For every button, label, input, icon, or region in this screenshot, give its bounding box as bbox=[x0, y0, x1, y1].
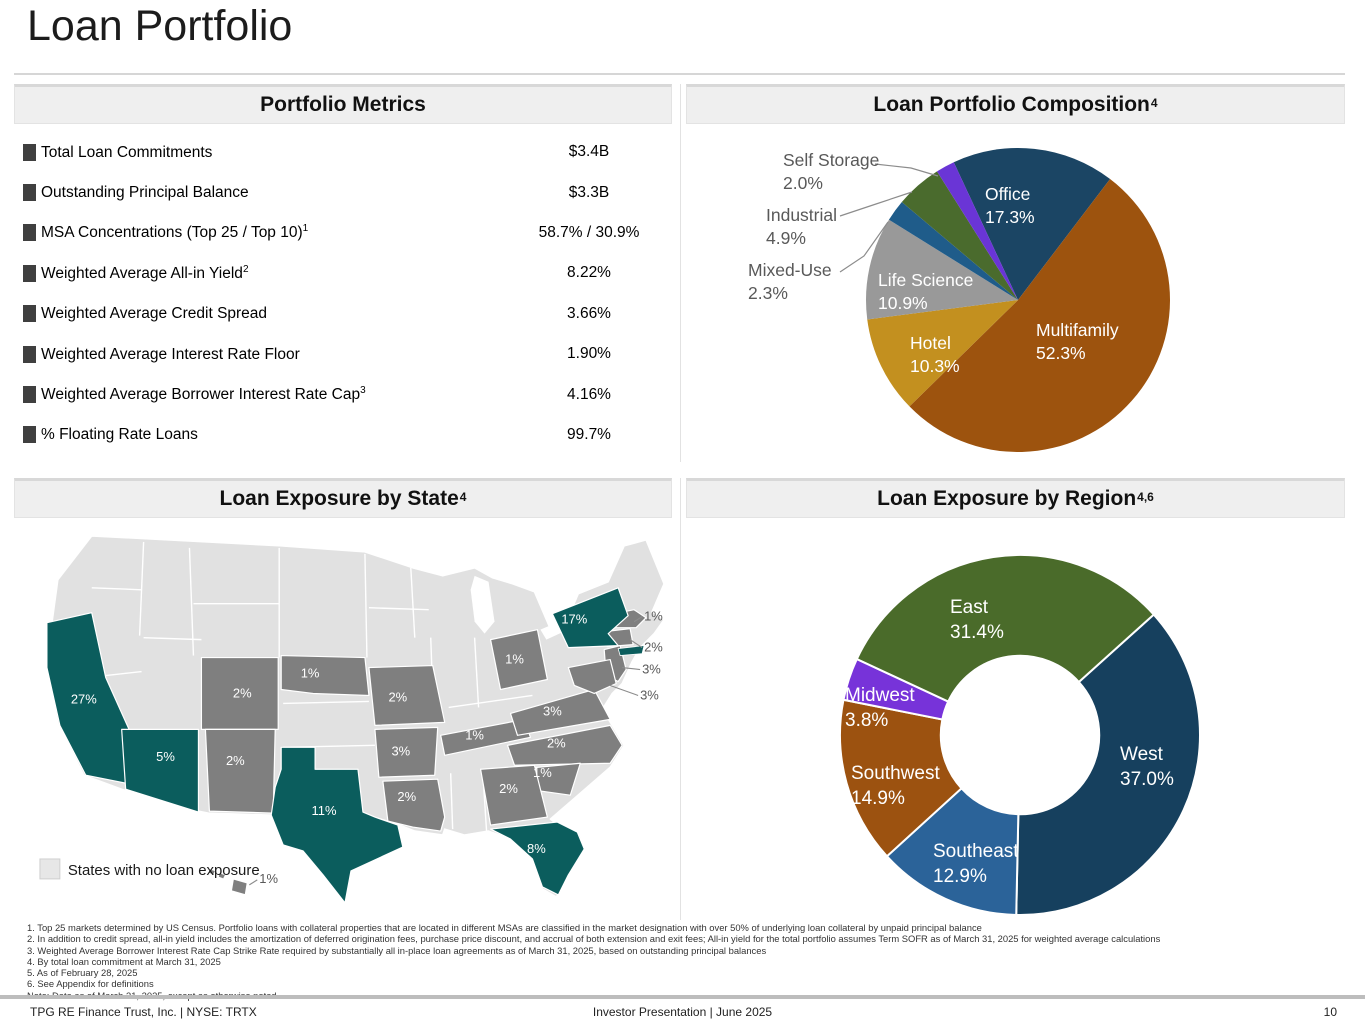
state-pct-tennessee: 1% bbox=[465, 727, 484, 743]
footer-company: TPG RE Finance Trust, Inc. | NYSE: TRTX bbox=[30, 1005, 257, 1019]
composition-title: Loan Portfolio Composition bbox=[873, 93, 1150, 116]
footnote: 1. Top 25 markets determined by US Census. Portfolio loans with collateral properties that are located in different MSAs are classified in the market designation with over 50% of underlying loan collateral by unpaid principal balance bbox=[27, 922, 982, 933]
bullet-icon bbox=[23, 144, 36, 161]
composition-header: Loan Portfolio Composition 4 bbox=[686, 84, 1345, 124]
region-exposure-header: Loan Exposure by Region 4,6 bbox=[686, 478, 1345, 518]
state-exposure-panel bbox=[14, 478, 672, 920]
state-pct-texas: 11% bbox=[311, 803, 337, 819]
slice-label-west: West bbox=[1120, 744, 1163, 765]
metric-label: MSA Concentrations (Top 25 / Top 10) bbox=[41, 224, 303, 242]
table-row bbox=[14, 132, 672, 172]
metric-value: 4.16% bbox=[567, 385, 611, 403]
bullet-icon bbox=[23, 224, 36, 241]
table-row: Weighted Average Borrower Interest Rate Cap$^3$ 4.16% bbox=[14, 374, 672, 414]
slice-value-mixed-use: 2.3% bbox=[748, 283, 788, 304]
table-row bbox=[14, 334, 672, 374]
title-divider bbox=[14, 73, 1345, 75]
metric-value: $3.3B bbox=[568, 183, 610, 201]
state-pct-north-carolina: 2% bbox=[546, 735, 566, 751]
state-nebraska bbox=[281, 656, 369, 696]
metrics-table bbox=[14, 124, 672, 455]
table-row bbox=[14, 172, 672, 212]
metric-label: Outstanding Principal Balance bbox=[41, 184, 249, 202]
page-number: 10 bbox=[1323, 1005, 1337, 1019]
bullet-icon bbox=[23, 426, 36, 443]
metric-value: 1.90% bbox=[567, 345, 611, 363]
state-pct-virginia: 3% bbox=[542, 703, 562, 719]
footnotes bbox=[27, 922, 1357, 1001]
slice-label-mixed-use: Mixed-Use bbox=[748, 260, 832, 280]
table-row: Weighted Average All-in Yield$^2$ 8.22% bbox=[14, 253, 672, 293]
metric-label: % Floating Rate Loans bbox=[41, 426, 198, 444]
portfolio-metrics-header bbox=[14, 84, 672, 124]
slice-label-southeast: Southeast bbox=[933, 841, 1019, 862]
slice-label-southwest: Southwest bbox=[851, 763, 940, 784]
state-exposure-title: Loan Exposure by State bbox=[219, 487, 459, 510]
metric-value: 99.7% bbox=[567, 425, 611, 443]
state-pct-louisiana: 2% bbox=[397, 789, 417, 805]
composition-pie-chart bbox=[686, 124, 1345, 462]
state-pct-hawaii: 1% bbox=[259, 870, 278, 886]
footnote: 6. See Appendix for definitions bbox=[27, 978, 154, 990]
metric-label: Weighted Average Borrower Interest Rate Cap bbox=[41, 386, 361, 404]
table-row bbox=[14, 415, 672, 455]
slice-value-southeast: 12.9% bbox=[933, 866, 987, 888]
state-pct-massachusetts: 1% bbox=[644, 608, 663, 624]
metric-value: 3.66% bbox=[567, 304, 611, 322]
state-pct-arkansas: 3% bbox=[391, 743, 411, 759]
slice-label-office: Office bbox=[985, 184, 1031, 204]
legend-label: States with no loan exposure bbox=[67, 861, 260, 879]
footnote: 5. As of February 28, 2025 bbox=[27, 967, 138, 979]
state-pct-connecticut: 2% bbox=[644, 639, 663, 655]
slice-label-self-storage: Self Storage bbox=[783, 150, 880, 170]
slice-label-industrial: Industrial bbox=[766, 205, 838, 225]
slice-value-office: 17.3% bbox=[985, 207, 1035, 228]
state-arizona bbox=[122, 729, 199, 812]
slice-label-life-science: Life Science bbox=[878, 270, 974, 290]
leader-line-self-storage bbox=[875, 164, 938, 176]
metric-label: Weighted Average Interest Rate Floor bbox=[41, 345, 300, 363]
state-pct-california: 27% bbox=[70, 691, 97, 707]
state-pct-nebraska: 1% bbox=[300, 665, 320, 681]
state-pct-new-mexico: 2% bbox=[225, 753, 245, 769]
state-pct-ohio: 1% bbox=[505, 651, 524, 667]
state-pct-south-carolina: 1% bbox=[533, 765, 552, 781]
footer bbox=[0, 999, 1365, 1024]
table-row bbox=[14, 294, 672, 334]
bullet-icon bbox=[23, 184, 36, 201]
portfolio-metrics-title: Portfolio Metrics bbox=[260, 93, 426, 116]
slice-value-midwest: 3.8% bbox=[845, 710, 889, 732]
slice-value-east: 31.4% bbox=[950, 622, 1004, 644]
state-pct-maryland: 3% bbox=[640, 687, 659, 703]
slice-label-hotel: Hotel bbox=[910, 333, 951, 353]
legend-swatch bbox=[40, 859, 60, 879]
state-pct-arizona: 5% bbox=[156, 749, 175, 765]
metric-label: Total Loan Commitments bbox=[41, 143, 213, 161]
state-pct-new-york: 17% bbox=[561, 611, 588, 627]
composition-panel bbox=[686, 84, 1345, 462]
footnote: 3. Weighted Average Borrower Interest Rate Cap Strike Rate required by substantially all in-place loan agreements as of March 31, 2025, based on outstanding principal balances bbox=[27, 944, 767, 956]
state-pct-colorado: 2% bbox=[232, 685, 252, 701]
callout-line-hawaii bbox=[249, 880, 257, 885]
slice-label-multifamily: Multifamily bbox=[1036, 320, 1119, 340]
bullet-icon bbox=[23, 305, 36, 322]
footnote: 4. By total loan commitment at March 31, 2025 bbox=[27, 955, 221, 967]
slice-value-self-storage: 2.0% bbox=[783, 173, 823, 194]
state-pct-florida: 8% bbox=[527, 840, 546, 856]
state-new-mexico bbox=[205, 729, 275, 813]
page-title: Loan Portfolio bbox=[27, 2, 293, 50]
us-map bbox=[14, 518, 672, 920]
metric-label: Weighted Average Credit Spread bbox=[41, 305, 268, 323]
state-florida bbox=[491, 822, 585, 895]
slice-value-southwest: 14.9% bbox=[851, 788, 905, 810]
state-pct-new-jersey: 3% bbox=[642, 661, 661, 677]
state-exposure-header: Loan Exposure by State 4 bbox=[14, 478, 672, 518]
region-exposure-panel bbox=[686, 478, 1345, 920]
slice-value-west: 37.0% bbox=[1120, 769, 1174, 791]
region-exposure-title: Loan Exposure by Region bbox=[877, 487, 1137, 510]
slice-value-life-science: 10.9% bbox=[878, 293, 928, 314]
slice-value-multifamily: 52.3% bbox=[1036, 343, 1086, 364]
bullet-icon bbox=[23, 265, 36, 282]
state-pct-georgia: 2% bbox=[499, 781, 518, 797]
slice-label-east: East bbox=[950, 597, 989, 618]
state-pct-missouri: 2% bbox=[388, 689, 408, 705]
slice-value-industrial: 4.9% bbox=[766, 228, 806, 249]
region-donut-chart bbox=[686, 518, 1345, 920]
footnote: 2. In addition to credit spread, all-in yield includes the amortization of deferred origination fees, purchase price discount, and accrual of both extension and exit fees; All-in yield for the total portfolio assumes Term SOFR as of March 31, 2025 for weighted average calculations bbox=[27, 933, 1161, 945]
bullet-icon bbox=[23, 346, 36, 363]
metric-label: Weighted Average All-in Yield bbox=[41, 264, 243, 282]
metric-value: 58.7% / 30.9% bbox=[538, 223, 640, 241]
footer-presentation: Investor Presentation | June 2025 bbox=[592, 1005, 773, 1019]
portfolio-metrics-panel bbox=[14, 84, 672, 462]
column-divider-bottom bbox=[680, 478, 681, 920]
slice-label-midwest: Midwest bbox=[845, 685, 915, 706]
table-row: MSA Concentrations (Top 25 / Top 10)$^1$ 58.7% / 30.9% bbox=[14, 213, 672, 253]
metric-value: $3.4B bbox=[568, 143, 610, 161]
state-hawaii bbox=[231, 879, 247, 895]
metric-value: 8.22% bbox=[567, 264, 611, 282]
slice-value-hotel: 10.3% bbox=[910, 356, 960, 377]
bullet-icon bbox=[23, 386, 36, 403]
